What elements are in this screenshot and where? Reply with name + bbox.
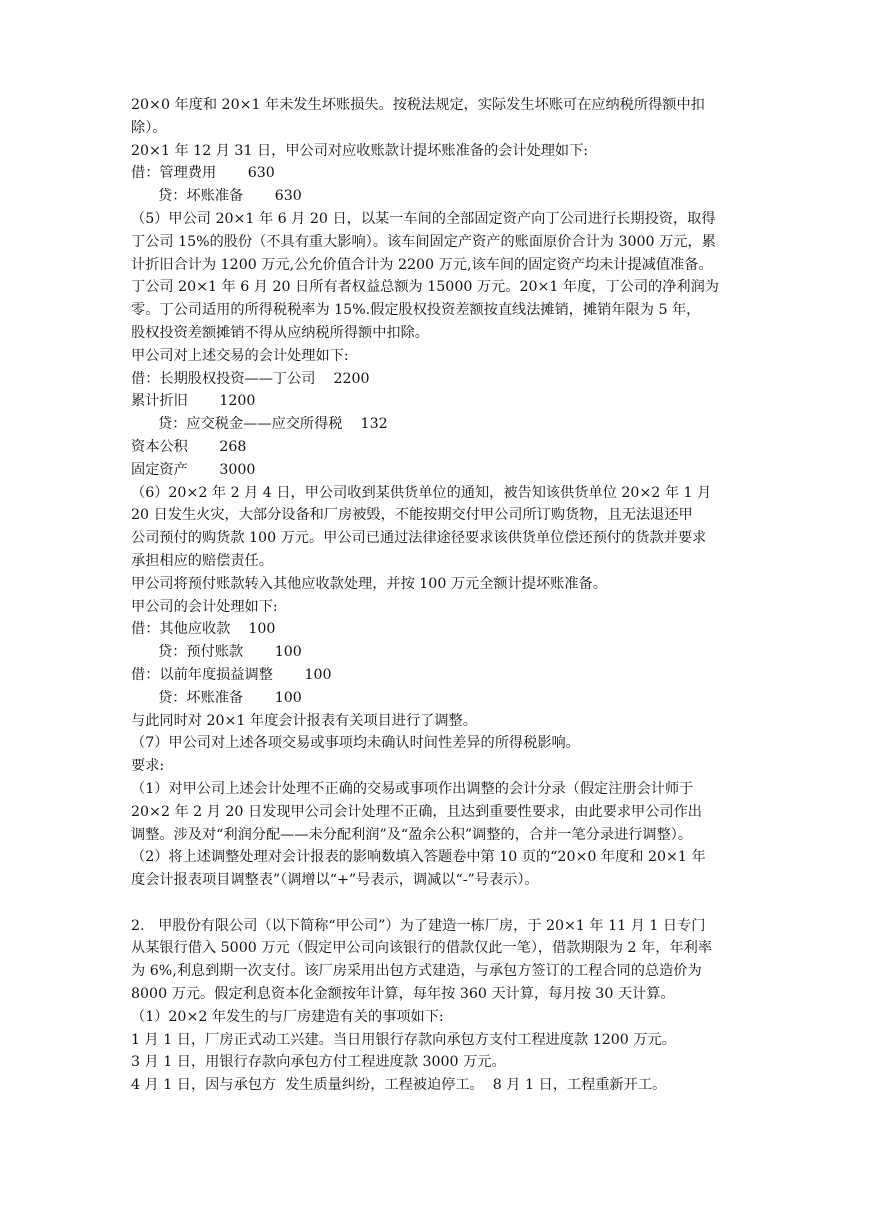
text-line: 贷：坏账准备 100 [131,689,302,706]
text-line: 甲公司的会计处理如下: [131,598,278,615]
text-line: 公司预付的购货款 100 万元。甲公司已通过法律途径要求该供货单位偿还预付的货款并要求 [131,530,707,547]
text-line: 20 日发生火灾，大部分设备和厂房被毁，不能按期交付甲公司所订购货物，且无法退还甲 [131,507,693,524]
text-line: 从某银行借入 5000 万元（假定甲公司向该银行的借款仅此一笔），借款期限为 2 年，年利率 [131,940,713,957]
text-line: （2）将上述调整处理对会计报表的影响数填入答题卷中第 10 页的“20×0 年度和 20×1 年 [131,849,706,866]
text-line: 甲公司对上述交易的会计处理如下: [131,347,349,364]
text-line: 20×1 年 12 月 31 日，甲公司对应收账款计提坏账准备的会计处理如下: [131,142,589,159]
text-line: 股权投资差额摊销不得从应纳税所得额中扣除。 [131,324,429,341]
text-line: 计折旧合计为 1200 万元,公允价值合计为 2200 万元,该车间的固定资产均未计提减值准备。 [131,256,713,273]
text-line: 贷：应交税金——应交所得税 132 [131,416,388,433]
text-line: （6）20×2 年 2 月 4 日，甲公司收到某供货单位的通知，被告知该供货单位 20×2 年 1 月 [131,484,712,501]
text-line: 20×0 年度和 20×1 年未发生坏账损失。按税法规定，实际发生坏账可在应纳税所得额中扣 [131,97,705,113]
text-line: 借：以前年度损益调整 100 [131,666,332,683]
text-line: 要求: [131,758,165,775]
text-line: 度会计报表项目调整表”（调增以“+”号表示，调减以“-”号表示）。 [131,872,539,889]
document-page [131,94,743,1097]
text-line: 除）。 [131,119,167,136]
text-line: 贷：坏账准备 630 [131,188,302,205]
text-line: 贷：预付账款 100 [131,644,302,661]
text-line: 8000 万元。假定利息资本化金额按年计算，每年按 360 天计算，每月按 30 天计算。 [131,986,675,1003]
text-line: 调整。涉及对“利润分配——未分配利润”及“盈余公积”调整的，合并一笔分录进行调整）。 [131,826,693,843]
text-line: 借：其他应收款 100 [131,621,276,638]
text-line: 20×2 年 2 月 20 日发现甲公司会计处理不正确，且达到重要性要求，由此要求甲公司作出 [131,803,702,820]
text-line: 累计折旧 1200 [131,393,256,410]
blank-line [131,892,743,915]
text-line: 4 月 1 日，因与承包方 发生质量纠纷，工程被迫停工。 8 月 1 日，工程重新开工。 [131,1077,667,1094]
text-line: （7）甲公司对上述各项交易或事项均未确认时间性差异的所得税影响。 [131,735,580,752]
text-line: 承担相应的赔偿责任。 [131,552,273,569]
text-line: 借：管理费用 630 [131,165,275,182]
text-line: 与此同时对 20×1 年度会计报表有关项目进行了调整。 [131,712,477,729]
text-line: 2. 甲股份有限公司（以下简称“甲公司”）为了建造一栋厂房，于 20×1 年 11 月 1 日专门 [131,917,706,934]
text-line: 为 6%,利息到期一次支付。该厂房采用出包方式建造，与承包方签订的工程合同的总造价为 [131,963,702,980]
text-line: （1）对甲公司上述会计处理不正确的交易或事项作出调整的会计分录（假定注册会计师于 [131,780,694,797]
text-line: 丁公司 15%的股份（不具有重大影响）。该车间固定产资产的账面原价合计为 3000 万元，累 [131,233,716,250]
text-line: （1）20×2 年发生的与厂房建造有关的事项如下: [131,1008,444,1025]
text-line: 资本公积 268 [131,438,247,455]
text-line: （5）甲公司 20×1 年 6 月 20 日，以某一车间的全部固定资产向丁公司进行长期投资，取得 [131,210,716,227]
text-line: 借：长期股权投资——丁公司 2200 [131,370,370,387]
text-line: 1 月 1 日，厂房正式动工兴建。当日用银行存款向承包方支付工程进度款 1200 万元。 [131,1031,676,1048]
text-line: 零。丁公司适用的所得税税率为 15%.假定股权投资差额按直线法摊销，摊销年限为 5 年， [131,302,701,319]
text-line: 丁公司 20×1 年 6 月 20 日所有者权益总额为 15000 万元。20×1 年度，丁公司的净利润为 [131,279,719,296]
text-line: 固定资产 3000 [131,461,256,478]
text-line: 甲公司将预付账款转入其他应收款处理，并按 100 万元全额计提坏账准备。 [131,575,607,592]
text-line: 3 月 1 日，用银行存款向承包方付工程进度款 3000 万元。 [131,1054,506,1071]
